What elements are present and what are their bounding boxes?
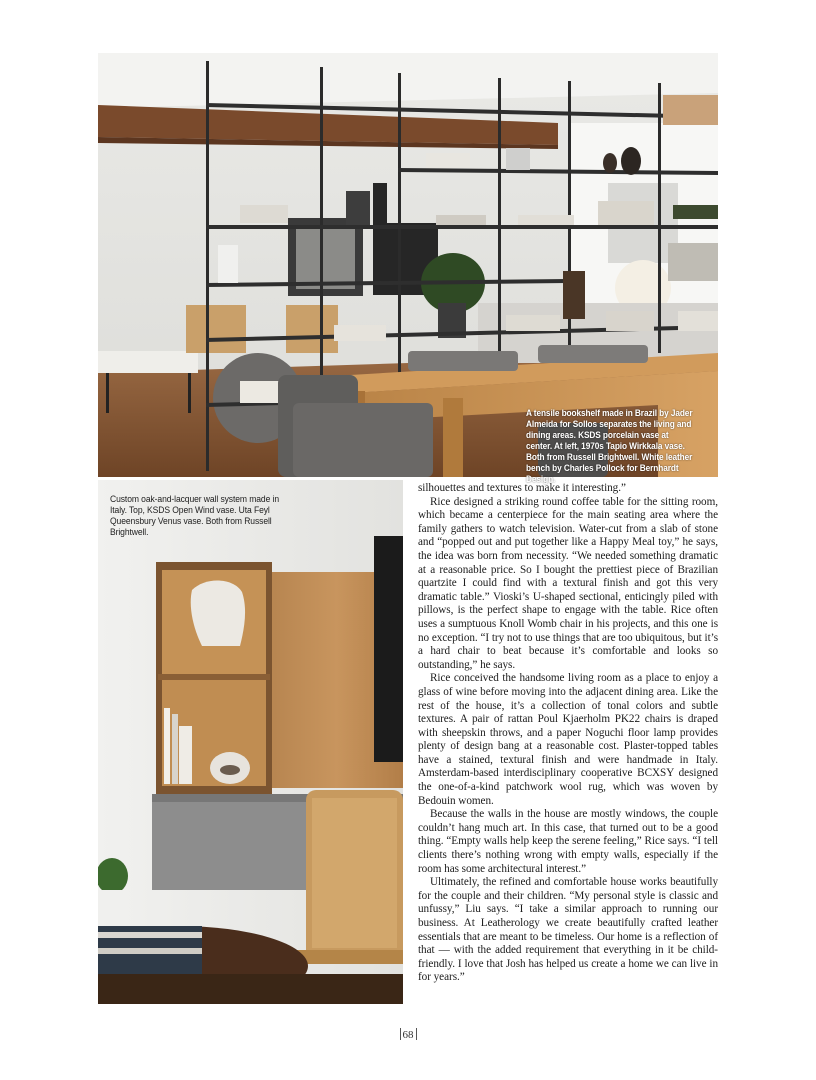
article-paragraph: Ultimately, the refined and comfortable house works beautifully for the couple and their children. “My personal style is classic and unfussy,” Liu says. “I take a similar approach to running our business. At Leatherology we create beautifully crafted leather essentials that are meant to be timeless. Our home is a reflection of that — with the added requirement that everything in it be child-friendly. I love that Josh has helped us create a home we can live in for years.” — [418, 876, 718, 984]
article-body — [418, 482, 718, 985]
article-paragraph: Because the walls in the house are mostly windows, the couple couldn’t hang much art. In this case, that turned out to be a good thing. “Empty walls help keep the serene feeling,” Rice says. “I tell clients there’s nothing wrong with empty walls, especially if the room has some architectural interest.” — [418, 808, 718, 875]
photo-wall-system — [98, 480, 403, 1004]
article-paragraph: silhouettes and textures to make it interesting.” — [418, 482, 626, 494]
page-number — [0, 1028, 816, 1041]
article-paragraph: Rice designed a striking round coffee table for the sitting room, which became a centerpiece for the main seating area where the family gathers to watch television. Water-cut from a slab of stone and “popped out and put together like a Happy Meal toy,” he says, the idea was born from necessity. “We needed something dramatic at a reasonable price. So I bought the prettiest piece of Brazilian quartzite I could find with a textural finish and got this very dramatic table.” Vioski’s U-shaped sectional, enticingly piled with pillows, is the perfect shape to engage with the table. Rice often uses a sumptuous Knoll Womb chair in his projects, and this one is no exception. “I try not to use things that are too ubiquitous, but it’s a hard chair to beat because it’s comfortable and looks so outstanding,” he says. — [418, 495, 718, 671]
photo-caption-top: A tensile bookshelf made in Brazil by Jader Almeida for Sollos separates the living and dining areas. KSDS porcelain vase at center. At left, 1970s Tapio Wirkkala vase. Both from Russell Brightwell. White leather bench by Charles Pollock for Bernhardt Design. — [526, 408, 693, 484]
article-paragraph: Rice conceived the handsome living room as a place to enjoy a glass of wine before moving into the adjacent dining area. Like the rest of the house, it’s a collection of tonal colors and subtle textures. A pair of rattan Poul Kjaerholm PK22 chairs is draped with sheepskin throws, and a paper Noguchi floor lamp provides plenty of design bang at a reasonable cost. Plaster-topped tables have a stained, textural finish and were handmade in Italy. Amsterdam-based interdisciplinary cooperative BCXSY designed the one-of-a-kind patchwork wool rug, which was woven by Bedouin women. — [418, 672, 718, 807]
photo-caption-left: Custom oak-and-lacquer wall system made in Italy. Top, KSDS Open Wind vase. Uta Feyl Queensbury Venus vase. Both from Russell Brightwell. — [110, 494, 279, 537]
folio-divider-left — [400, 1028, 401, 1040]
page-number-text: 68 — [402, 1029, 414, 1041]
folio-divider-right — [416, 1028, 417, 1040]
